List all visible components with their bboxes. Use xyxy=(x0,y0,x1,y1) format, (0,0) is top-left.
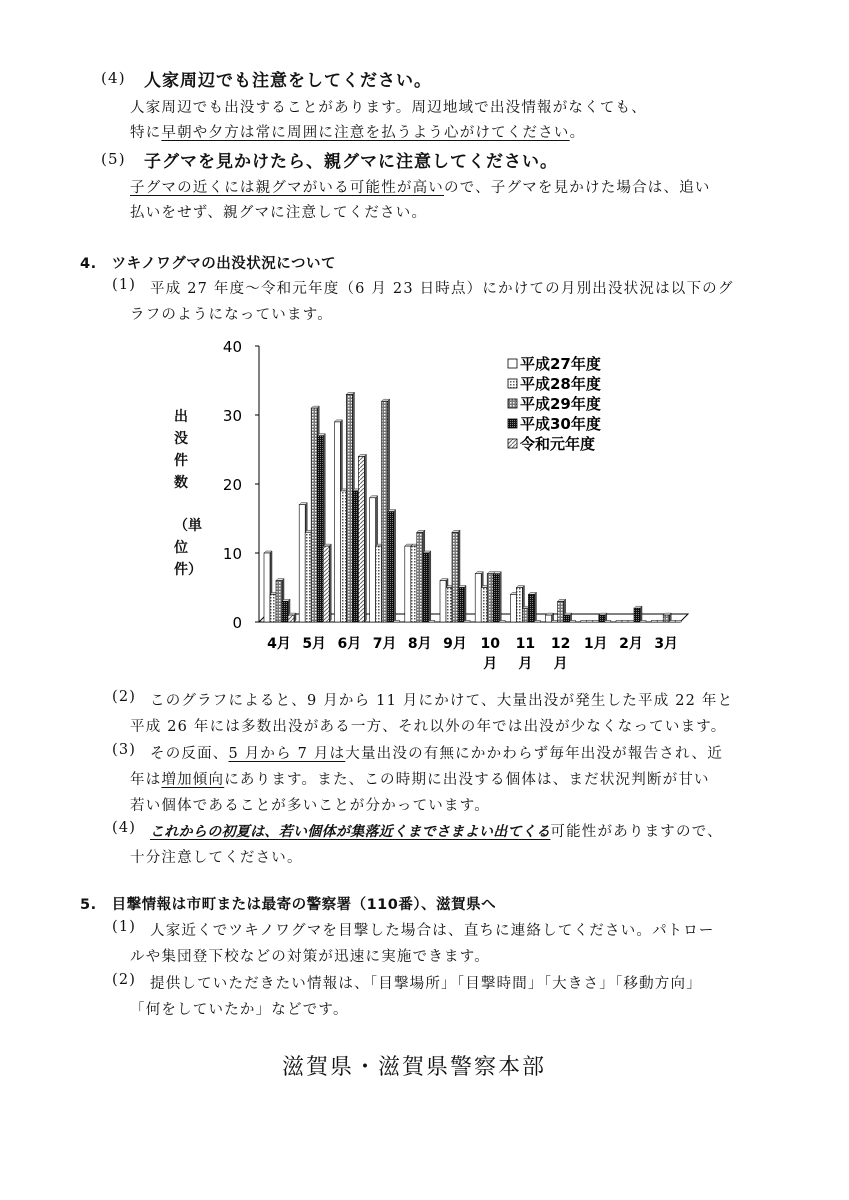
bar-front xyxy=(669,621,675,623)
item-number: (5) xyxy=(101,150,126,168)
underlined-text: 5 月から 7 月は xyxy=(228,746,346,762)
bar-front xyxy=(340,491,346,622)
bar xyxy=(628,621,634,623)
bar-front xyxy=(552,621,558,623)
bar-front xyxy=(288,615,294,622)
x-tick-label-suffix: 月 xyxy=(518,656,533,672)
legend-label: 平成30年度 xyxy=(520,415,601,433)
bar-front xyxy=(352,491,358,622)
bar xyxy=(388,510,396,622)
y-tick-label: 30 xyxy=(222,407,242,425)
bar xyxy=(587,621,593,623)
bar-front xyxy=(493,574,499,622)
paragraph-line xyxy=(130,768,710,789)
bar-front xyxy=(429,621,435,623)
paragraph-line: ラフのようになっています。 xyxy=(130,307,333,323)
emphasized-underlined-text: これからの初夏は、若い個体が集落近くまでさまよい出てくる xyxy=(150,824,551,840)
bar-front xyxy=(651,621,657,623)
legend-swatch xyxy=(508,379,517,388)
bar-front xyxy=(510,594,516,622)
paragraph-line xyxy=(150,742,723,763)
bar xyxy=(605,621,611,623)
item-number: (4) xyxy=(112,820,137,836)
bar xyxy=(570,621,576,623)
bar-front xyxy=(616,621,622,623)
bar-front xyxy=(440,581,446,622)
bar xyxy=(528,592,536,622)
legend-swatch xyxy=(508,399,517,408)
y-tick-label: 40 xyxy=(222,338,242,356)
bar xyxy=(622,621,628,623)
paragraph-line: このグラフによると、9 月から 11 月にかけて、大量出没が発生した平成 22 年と xyxy=(150,693,734,709)
item-title: 子グマを見かけたら、親グマに注意してください。 xyxy=(144,152,558,172)
x-tick-label: 7月 xyxy=(372,636,397,652)
bar-front xyxy=(276,581,282,622)
y-tick-label: 10 xyxy=(222,545,242,563)
bar-front xyxy=(593,621,599,623)
item-number: (2) xyxy=(112,689,137,705)
legend-swatch xyxy=(508,439,517,448)
section-heading: 5. 目撃情報は市町または最寄の警察署（110番）、滋賀県へ xyxy=(80,897,497,913)
item-number: (2) xyxy=(112,972,137,988)
bar xyxy=(634,606,642,622)
text-plain: 。 xyxy=(569,125,586,141)
item-number: (1) xyxy=(112,919,137,935)
text-plain: 可能性がありますので、 xyxy=(550,824,723,840)
bar xyxy=(499,621,505,623)
x-tick-label: 4月 xyxy=(267,636,291,652)
y-axis-unit-label: （単位 件） xyxy=(174,518,202,578)
underlined-text: 子グマの近くには親グマがいる可能性が高い xyxy=(130,180,444,196)
bar-front xyxy=(388,512,394,622)
paragraph-line: 若い個体であることが多いことが分かっています。 xyxy=(130,798,490,814)
paragraph-line: 人家近くでツキノワグマを目撃した場合は、直ちに連絡してください。パトロー xyxy=(150,923,715,939)
bar xyxy=(552,621,558,623)
bar-front xyxy=(370,498,376,622)
bar-front xyxy=(499,621,505,623)
bar-front xyxy=(417,532,423,622)
paragraph-line: 「何をしていたか」などです。 xyxy=(130,1002,349,1018)
bar-front xyxy=(481,588,487,623)
bar-front xyxy=(581,621,587,623)
item-title: 人家周辺でも注意をしてください。 xyxy=(144,71,432,91)
bar-front xyxy=(640,621,646,623)
legend-label: 平成27年度 xyxy=(520,355,601,373)
bar-front xyxy=(516,588,522,623)
legend-label: 平成28年度 xyxy=(520,375,601,393)
bar xyxy=(423,551,431,622)
bar-front xyxy=(599,615,605,622)
paragraph-line: 十分注意してください。 xyxy=(130,850,303,866)
bar-front xyxy=(446,588,452,623)
bar-front xyxy=(305,532,311,622)
text-plain: その反面、 xyxy=(150,746,229,762)
x-tick-label: 11 xyxy=(515,636,536,652)
bar xyxy=(464,621,470,623)
paragraph-line: 人家周辺でも出没することがあります。周辺地域で出没情報がなくても、 xyxy=(130,100,647,116)
paragraph-line: 払いをせず、親グマに注意してください。 xyxy=(130,205,428,221)
item-number: (3) xyxy=(112,742,137,758)
bar-front xyxy=(622,621,628,623)
bar-front xyxy=(334,422,340,622)
section-heading: 4. ツキノワグマの出没状況について xyxy=(80,256,337,272)
legend-swatch xyxy=(508,419,517,428)
bar xyxy=(458,586,466,623)
bar-front xyxy=(487,574,493,622)
x-tick-label-suffix: 月 xyxy=(553,656,568,672)
x-tick-label: 8月 xyxy=(407,636,432,652)
bar xyxy=(534,621,540,623)
bar-front xyxy=(628,621,634,623)
bar xyxy=(640,621,646,623)
bar-front xyxy=(411,546,417,622)
bar-front xyxy=(358,456,364,622)
bar xyxy=(669,621,675,623)
x-tick-label: 6月 xyxy=(337,636,362,652)
bar-front xyxy=(423,553,429,622)
bar-front xyxy=(264,553,270,622)
bar-front xyxy=(376,546,382,622)
x-tick-label: 2月 xyxy=(619,636,643,652)
x-tick-label: 1月 xyxy=(583,636,608,652)
bar-front xyxy=(675,621,681,623)
bar-front xyxy=(587,621,593,623)
bar xyxy=(593,621,599,623)
x-tick-label: 5月 xyxy=(302,636,327,652)
item-number: (4) xyxy=(101,69,126,87)
bar-front xyxy=(464,621,470,623)
bar-front xyxy=(534,621,540,623)
bar-front xyxy=(546,615,552,622)
bar-front xyxy=(346,394,352,622)
bar-front xyxy=(634,608,640,622)
bar-front xyxy=(458,588,464,623)
bar-front xyxy=(270,594,276,622)
paragraph-line: ルや集団登下校などの対策が迅速に実施できます。 xyxy=(130,949,490,965)
bar-front xyxy=(522,608,528,622)
y-axis-label: 出没件数 xyxy=(174,409,188,491)
paragraph-line: 平成 26 年には多数出没がある一方、それ以外の年では出没が少なくなっています。 xyxy=(130,719,727,735)
bar-front xyxy=(570,621,576,623)
bar xyxy=(616,621,622,623)
bar-front xyxy=(564,615,570,622)
bar-front xyxy=(282,601,288,622)
paragraph-line: 提供していただきたい情報は、「目撃場所」「目撃時間」「大きさ」「移動方向」 xyxy=(150,976,702,992)
bar-front xyxy=(657,621,663,623)
text-plain: 大量出没の有無にかかわらず毎年出没が報告され、近 xyxy=(345,746,723,762)
bar-front xyxy=(299,505,305,622)
underlined-text: 増加傾向 xyxy=(161,772,225,788)
bar xyxy=(651,621,657,623)
bar-front xyxy=(558,601,564,622)
bar-front xyxy=(323,546,329,622)
issuer-footer: 滋賀県・滋賀県警察本部 xyxy=(282,1055,547,1080)
text-plain: 特に xyxy=(130,125,162,141)
x-tick-label: 10 xyxy=(480,636,500,652)
x-tick-label: 3月 xyxy=(654,636,679,652)
bar-front xyxy=(317,436,323,622)
item-number: (1) xyxy=(112,277,137,293)
y-tick-label: 20 xyxy=(222,476,242,494)
bar xyxy=(358,454,366,622)
text-plain: 年は xyxy=(130,772,162,788)
legend-label: 平成29年度 xyxy=(520,395,601,413)
bar xyxy=(493,572,501,622)
bar-front xyxy=(311,408,317,622)
bar xyxy=(323,544,331,622)
bar-front xyxy=(605,621,611,623)
bar-front xyxy=(475,574,481,622)
legend-label: 令和元年度 xyxy=(520,435,596,453)
text-plain: ので、子グマを見かけた場合は、追い xyxy=(444,180,711,196)
underlined-text: 早朝や夕方は常に周囲に注意を払うよう心がけてください xyxy=(161,125,570,141)
bar-front xyxy=(382,401,388,622)
bar-front xyxy=(405,546,411,622)
bar xyxy=(675,621,681,623)
bar xyxy=(657,621,663,623)
x-tick-label-suffix: 月 xyxy=(483,656,498,672)
bar xyxy=(288,613,296,622)
text-plain: にあります。また、この時期に出没する個体は、まだ状況判断が甘い xyxy=(224,772,710,788)
paragraph-line xyxy=(150,820,723,841)
x-tick-label: 12 xyxy=(550,636,571,652)
bar-front xyxy=(452,532,458,622)
y-tick-label: 0 xyxy=(232,614,242,632)
x-tick-label: 9月 xyxy=(443,636,467,652)
bar xyxy=(394,621,400,623)
bar-front xyxy=(663,615,669,622)
legend-swatch xyxy=(508,359,517,368)
bar-front xyxy=(528,594,534,622)
bar-front xyxy=(394,621,400,623)
paragraph-line: 平成 27 年度～令和元年度（6 月 23 日時点）にかけての月別出没状況は以下のグ xyxy=(150,281,734,297)
bar xyxy=(581,621,587,623)
bar xyxy=(429,621,435,623)
